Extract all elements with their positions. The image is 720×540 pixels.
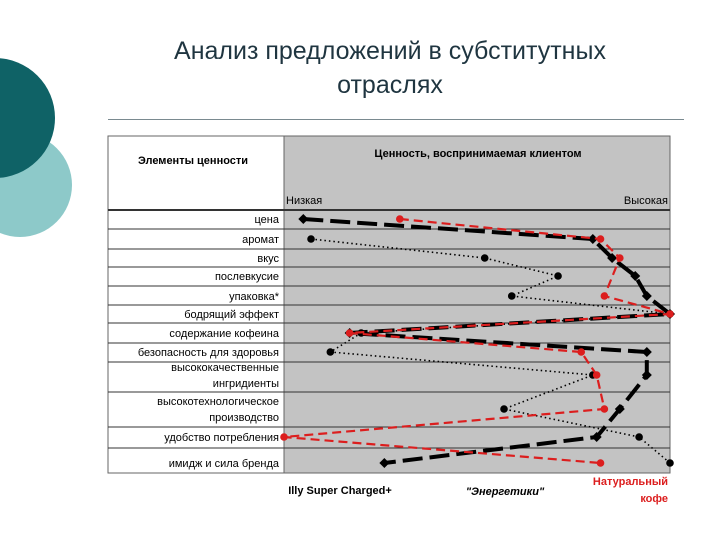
data-point <box>307 235 315 243</box>
data-point <box>508 292 516 300</box>
data-point <box>577 348 585 356</box>
data-point <box>597 459 605 467</box>
data-point <box>666 310 674 318</box>
data-point <box>616 254 624 262</box>
category-label: удобство потребления <box>164 432 279 444</box>
category-label: ингридиенты <box>212 378 279 390</box>
category-label: вкус <box>257 253 279 265</box>
title-line-2: отраслях <box>337 71 443 99</box>
category-label: производство <box>209 412 279 424</box>
data-point <box>593 371 601 379</box>
data-point <box>554 272 562 280</box>
category-label: аромат <box>242 234 279 246</box>
category-label: высокотехнологическое <box>157 396 279 408</box>
data-point <box>597 235 605 243</box>
data-point <box>635 433 643 441</box>
category-label: послевкусие <box>214 271 279 283</box>
row-header: Элементы ценности <box>137 155 249 167</box>
legend-label-energy: "Энергетики" <box>465 486 545 498</box>
category-label: бодрящий эффект <box>184 309 279 321</box>
low-label: Низкая <box>286 195 323 207</box>
high-label: Высокая <box>623 195 668 207</box>
data-point <box>327 348 335 356</box>
category-label: имидж и сила бренда <box>168 458 279 470</box>
data-point <box>481 254 489 262</box>
title-line-1: Анализ предложений в субститутных <box>174 37 606 65</box>
data-point <box>601 405 609 413</box>
category-label: цена <box>254 214 279 226</box>
category-label: упаковка* <box>229 291 279 303</box>
data-point <box>346 329 354 337</box>
legend-label-coffee: Натуральный <box>592 476 668 488</box>
data-point <box>500 405 508 413</box>
legend-label-illy: Illy Super Charged+ <box>288 485 392 497</box>
category-label: безопасность для здоровья <box>137 347 279 359</box>
data-point <box>601 292 609 300</box>
data-point <box>396 215 404 223</box>
legend-label-coffee: кофе <box>640 493 668 505</box>
category-label: высококачественные <box>171 362 279 374</box>
category-label: содержание кофеина <box>169 328 279 340</box>
value-header: Ценность, воспринимаемая клиентом <box>374 148 582 160</box>
data-point <box>280 433 288 441</box>
data-point <box>666 459 674 467</box>
